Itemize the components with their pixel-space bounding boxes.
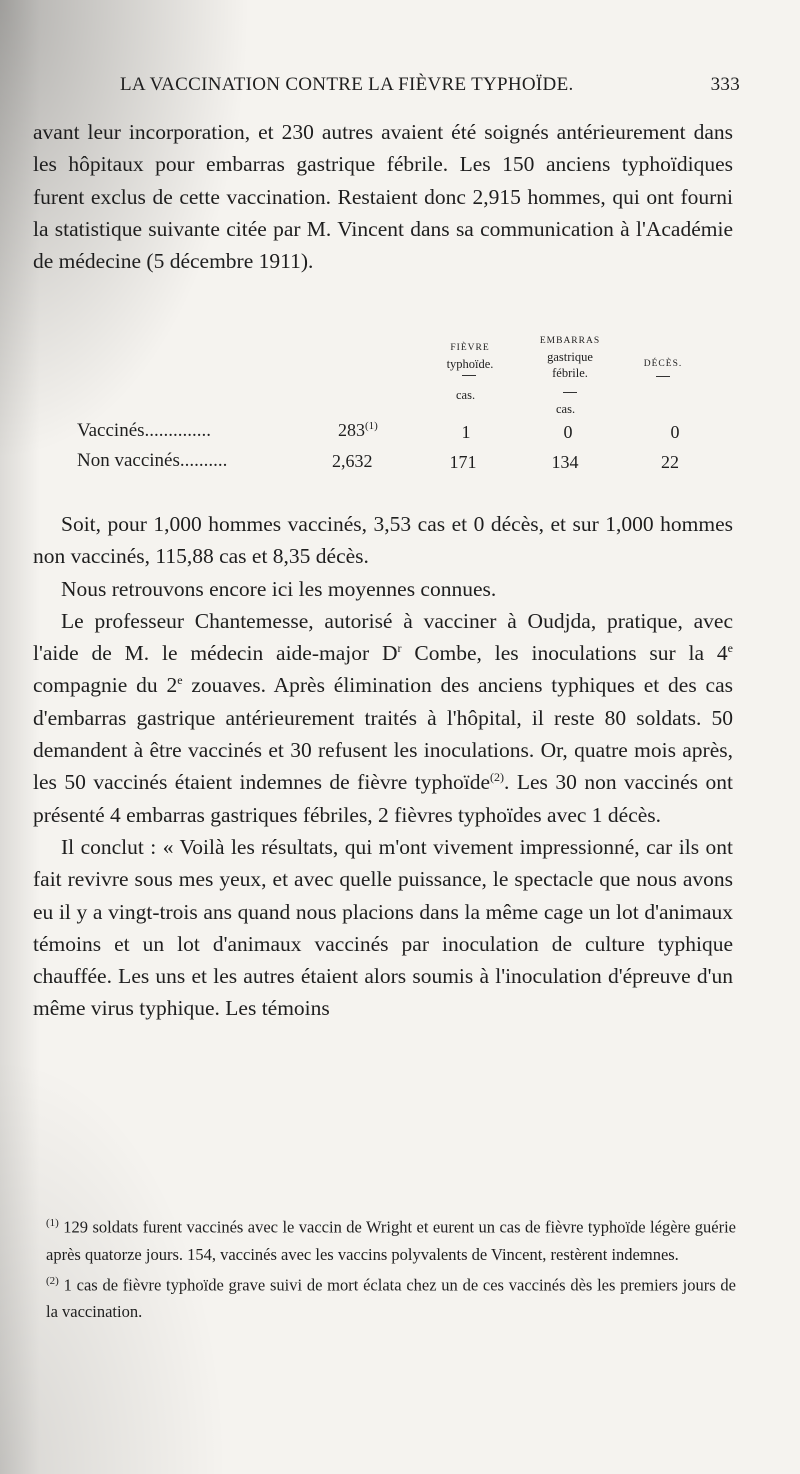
statistics-table <box>0 330 800 480</box>
running-title: LA VACCINATION CONTRE LA FIÈVRE TYPHOÏDE. <box>120 74 574 95</box>
cell-total: 283$^{(1)}$ <box>338 420 378 440</box>
footnotes <box>46 1210 736 1325</box>
cell-embarras: 134 <box>551 452 579 472</box>
cell-embarras: 0 <box>563 422 573 442</box>
unit-label: cas. <box>456 388 476 402</box>
divider <box>563 392 577 393</box>
col-head-deces: DÉCÈS. <box>643 359 683 369</box>
col-head-embarras: EMBARRAS gastrique fébrile. <box>539 336 601 380</box>
intro-text: avant leur incorporation, et 230 autres avaient été soignés antérieurement dans les hôpitaux pour embarras gastrique fébrile. Les 150 anciens typhoïdiques furent exclus de cette vaccination. Restaient donc 2,915 hommes, qui ont fourni la statistique suivante citée par M. Vincent dans sa communication à l'Académie de médecine (5 décembre 1911). <box>33 120 733 274</box>
row-label-non-vaccines: Non vaccinés.......... <box>77 450 228 471</box>
unit-label: cas. <box>556 402 576 416</box>
col-head-fievre: FIÈVRE typhoïde. <box>446 343 494 371</box>
paragraph: Nous retrouvons encore ici les moyennes connues. <box>61 576 497 601</box>
cell-total: 2,632 <box>332 451 373 471</box>
cell-deces: 22 <box>661 452 679 472</box>
footnote-2: $^{(2)}$ 1 cas de fièvre typhoïde grave suivi de mort éclata chez un de ces vaccinés dès les premiers jours de la vaccination. <box>46 1274 737 1321</box>
paragraph: Soit, pour 1,000 hommes vaccinés, 3,53 cas et 0 décès, et sur 1,000 hommes non vaccinés, 115,88 cas et 8,35 décès. <box>33 512 733 569</box>
divider <box>462 375 476 376</box>
paragraph-chantemesse: Le professeur Chantemesse, autorisé à vacciner à Oudjda, pratique, avec l'aide de M. le médecin aide-major $D^r$ Combe, les inoculations sur la 4e compagnie du 2e zouaves. Après élimination des anciens typhiques et des cas d'embarras gastrique antérieurement traités à l'hôpital, il reste 80 soldats. 50 demandent à être vaccinés et 30 refusent les inoculations. Or, quatre mois après, les 50 vaccinés étaient indemnes de fièvre typhoïde$^{(2)}$. Les 30 non vaccinés ont présenté 4 embarras gastriques fébriles, 2 fièvres typhoïdes avec 1 décès. <box>33 608 733 827</box>
intro-paragraph <box>33 116 733 277</box>
divider <box>656 376 670 377</box>
paragraph-conclusion: Il conclut : « Voilà les résultats, qui m'ont vivement impressionné, car ils ont fait revivre sous mes yeux, et avec quelle puissance, le spectacle que nous avons eu il y a vingt-trois ans quand nous placions dans la même cage un lot d'animaux témoins et un lot d'animaux vaccinés par inoculation de culture typhique chauffée. Les uns et les autres étaient alors soumis à l'inoculation d'épreuve d'un même virus typhique. Les témoins <box>33 834 733 1021</box>
footnote-1: $^{(1)}$ 129 soldats furent vaccinés avec le vaccin de Wright et eurent un cas de fièvre typhoïde légère guérie après quatorze jours. 154, vaccinés avec les vaccins polyvalents de Vincent, restèrent indemnes. <box>46 1217 737 1264</box>
page-number: 333 <box>710 74 740 95</box>
cell-deces: 0 <box>670 422 680 442</box>
row-label-vaccines: Vaccinés.............. <box>77 420 212 441</box>
main-text <box>33 508 733 1025</box>
footnote-ref: (2) <box>490 770 505 785</box>
cell-fievre: 1 <box>461 422 471 442</box>
cell-fievre: 171 <box>449 452 477 472</box>
